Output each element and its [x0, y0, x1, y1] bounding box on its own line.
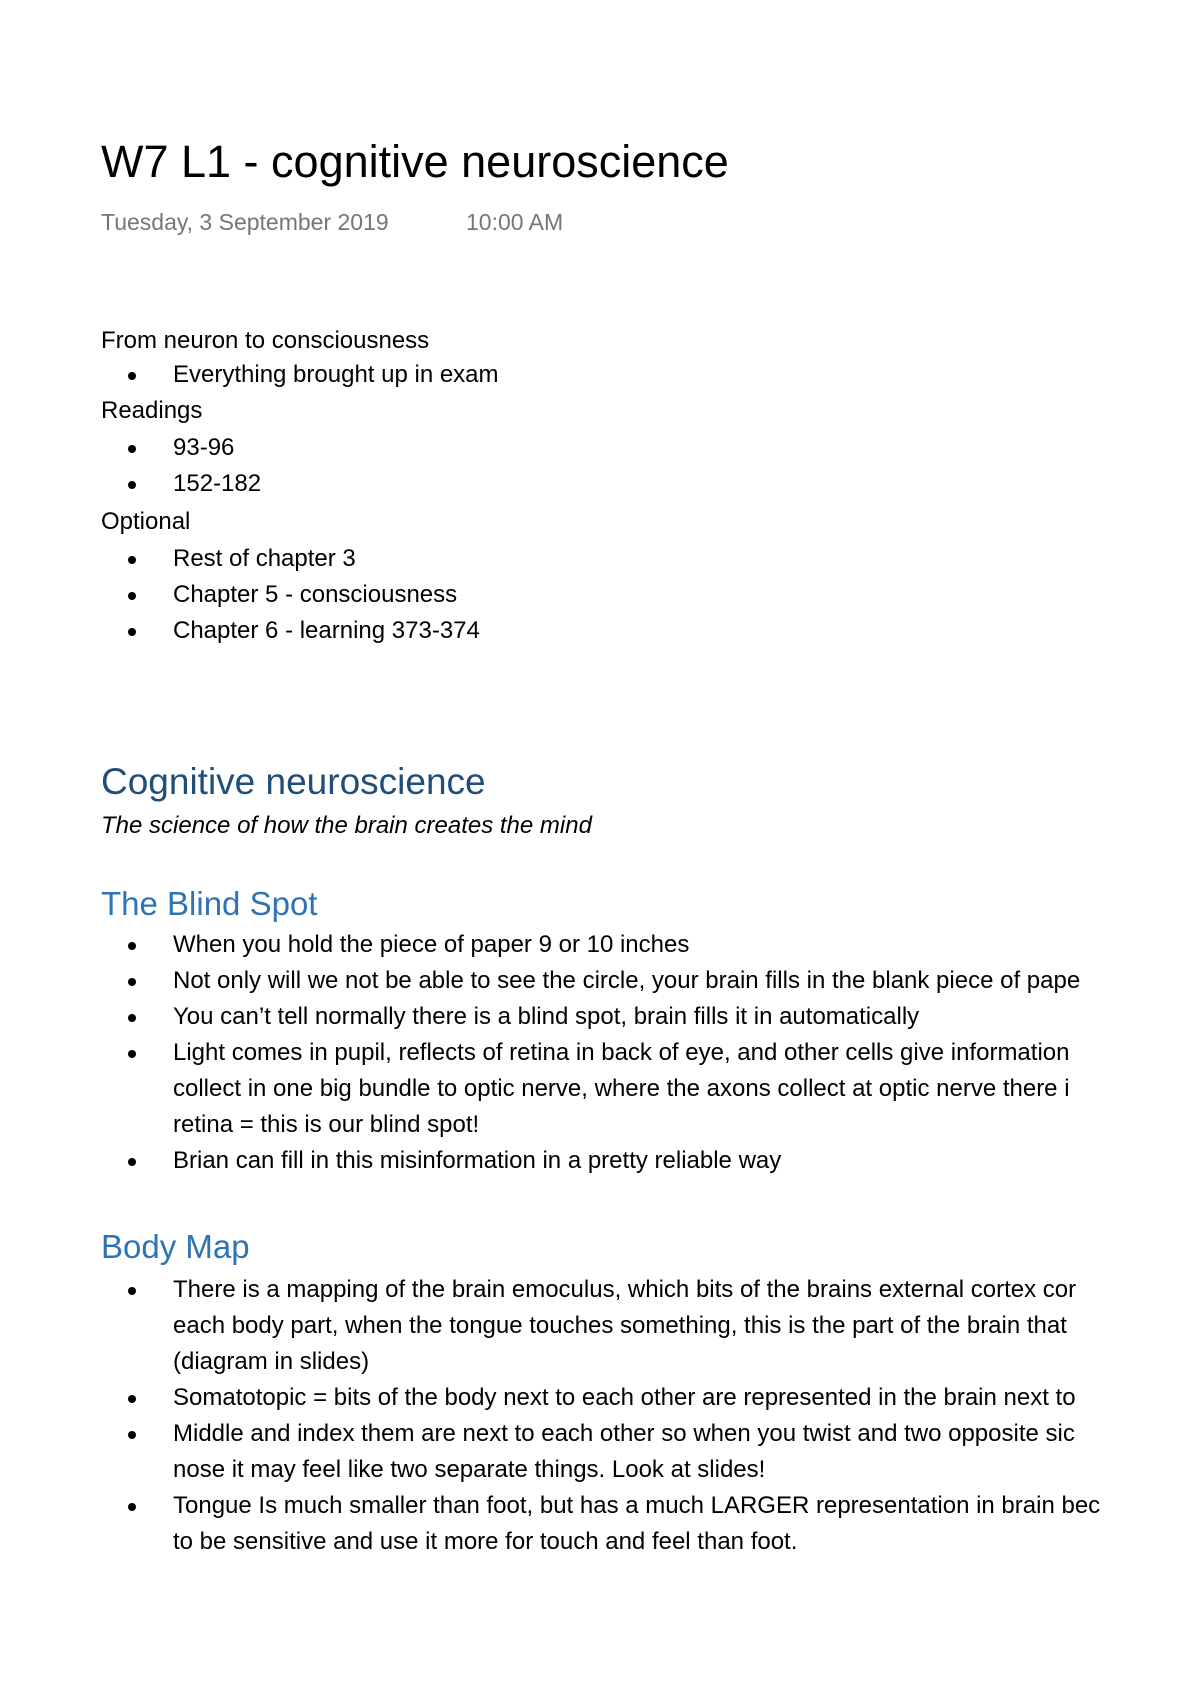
- intro-line: From neuron to consciousness: [101, 327, 430, 354]
- list-item: There is a mapping of the brain emoculus, which bits of the brains external cortex cor: [173, 1276, 1077, 1303]
- note-date: Tuesday, 3 September 2019: [101, 209, 389, 235]
- readings-label: Readings: [101, 397, 203, 424]
- list-item: 152-182: [173, 470, 262, 497]
- list-item: Somatotopic = bits of the body next to each other are represented in the brain next to: [173, 1384, 1076, 1411]
- note-time: 10:00 AM: [466, 209, 564, 235]
- bullet-icon: [128, 1395, 136, 1403]
- bullet-icon: [128, 1503, 136, 1511]
- list-item-continuation: collect in one big bundle to optic nerve, where the axons collect at optic nerve there i: [173, 1075, 1070, 1102]
- list-item: Chapter 5 - consciousness: [173, 581, 458, 608]
- bullet-icon: [128, 372, 136, 380]
- section-heading-cognitive: Cognitive neuroscience: [101, 761, 486, 802]
- list-item-continuation: retina = this is our blind spot!: [173, 1111, 480, 1138]
- bullet-icon: [128, 628, 136, 636]
- bullet-icon: [128, 592, 136, 600]
- list-item: Brian can fill in this misinformation in a pretty reliable way: [173, 1147, 782, 1174]
- section-heading-blind-spot: The Blind Spot: [101, 885, 318, 922]
- bullet-icon: [128, 1050, 136, 1058]
- optional-label: Optional: [101, 508, 191, 535]
- list-item-continuation: nose it may feel like two separate things. Look at slides!: [173, 1456, 766, 1483]
- list-item: Not only will we not be able to see the circle, your brain fills in the blank piece of pape: [173, 967, 1081, 994]
- list-item-continuation: to be sensitive and use it more for touch and feel than foot.: [173, 1528, 798, 1555]
- bullet-icon: [128, 445, 136, 453]
- bullet-icon: [128, 1158, 136, 1166]
- bullet-icon: [128, 1014, 136, 1022]
- list-item-continuation: (diagram in slides): [173, 1348, 370, 1375]
- list-item: Tongue Is much smaller than foot, but has a much LARGER representation in brain bec: [173, 1492, 1101, 1519]
- list-item: Rest of chapter 3: [173, 545, 356, 572]
- bullet-icon: [128, 978, 136, 986]
- list-item-continuation: each body part, when the tongue touches something, this is the part of the brain that: [173, 1312, 1067, 1339]
- list-item: You can’t tell normally there is a blind spot, brain fills it in automatically: [173, 1003, 920, 1030]
- bullet-icon: [128, 481, 136, 489]
- page-title: W7 L1 - cognitive neuroscience: [101, 136, 729, 187]
- bullet-icon: [128, 556, 136, 564]
- list-item: When you hold the piece of paper 9 or 10 inches: [173, 931, 690, 958]
- list-item: Middle and index them are next to each other so when you twist and two opposite sic: [173, 1420, 1075, 1447]
- list-item: Everything brought up in exam: [173, 361, 499, 388]
- bullet-icon: [128, 1431, 136, 1439]
- bullet-icon: [128, 942, 136, 950]
- section-heading-body-map: Body Map: [101, 1228, 250, 1265]
- list-item: Light comes in pupil, reflects of retina in back of eye, and other cells give information: [173, 1039, 1070, 1066]
- bullet-icon: [128, 1287, 136, 1295]
- list-item: Chapter 6 - learning 373-374: [173, 617, 480, 644]
- section-subtitle: The science of how the brain creates the mind: [101, 812, 592, 839]
- list-item: 93-96: [173, 434, 235, 461]
